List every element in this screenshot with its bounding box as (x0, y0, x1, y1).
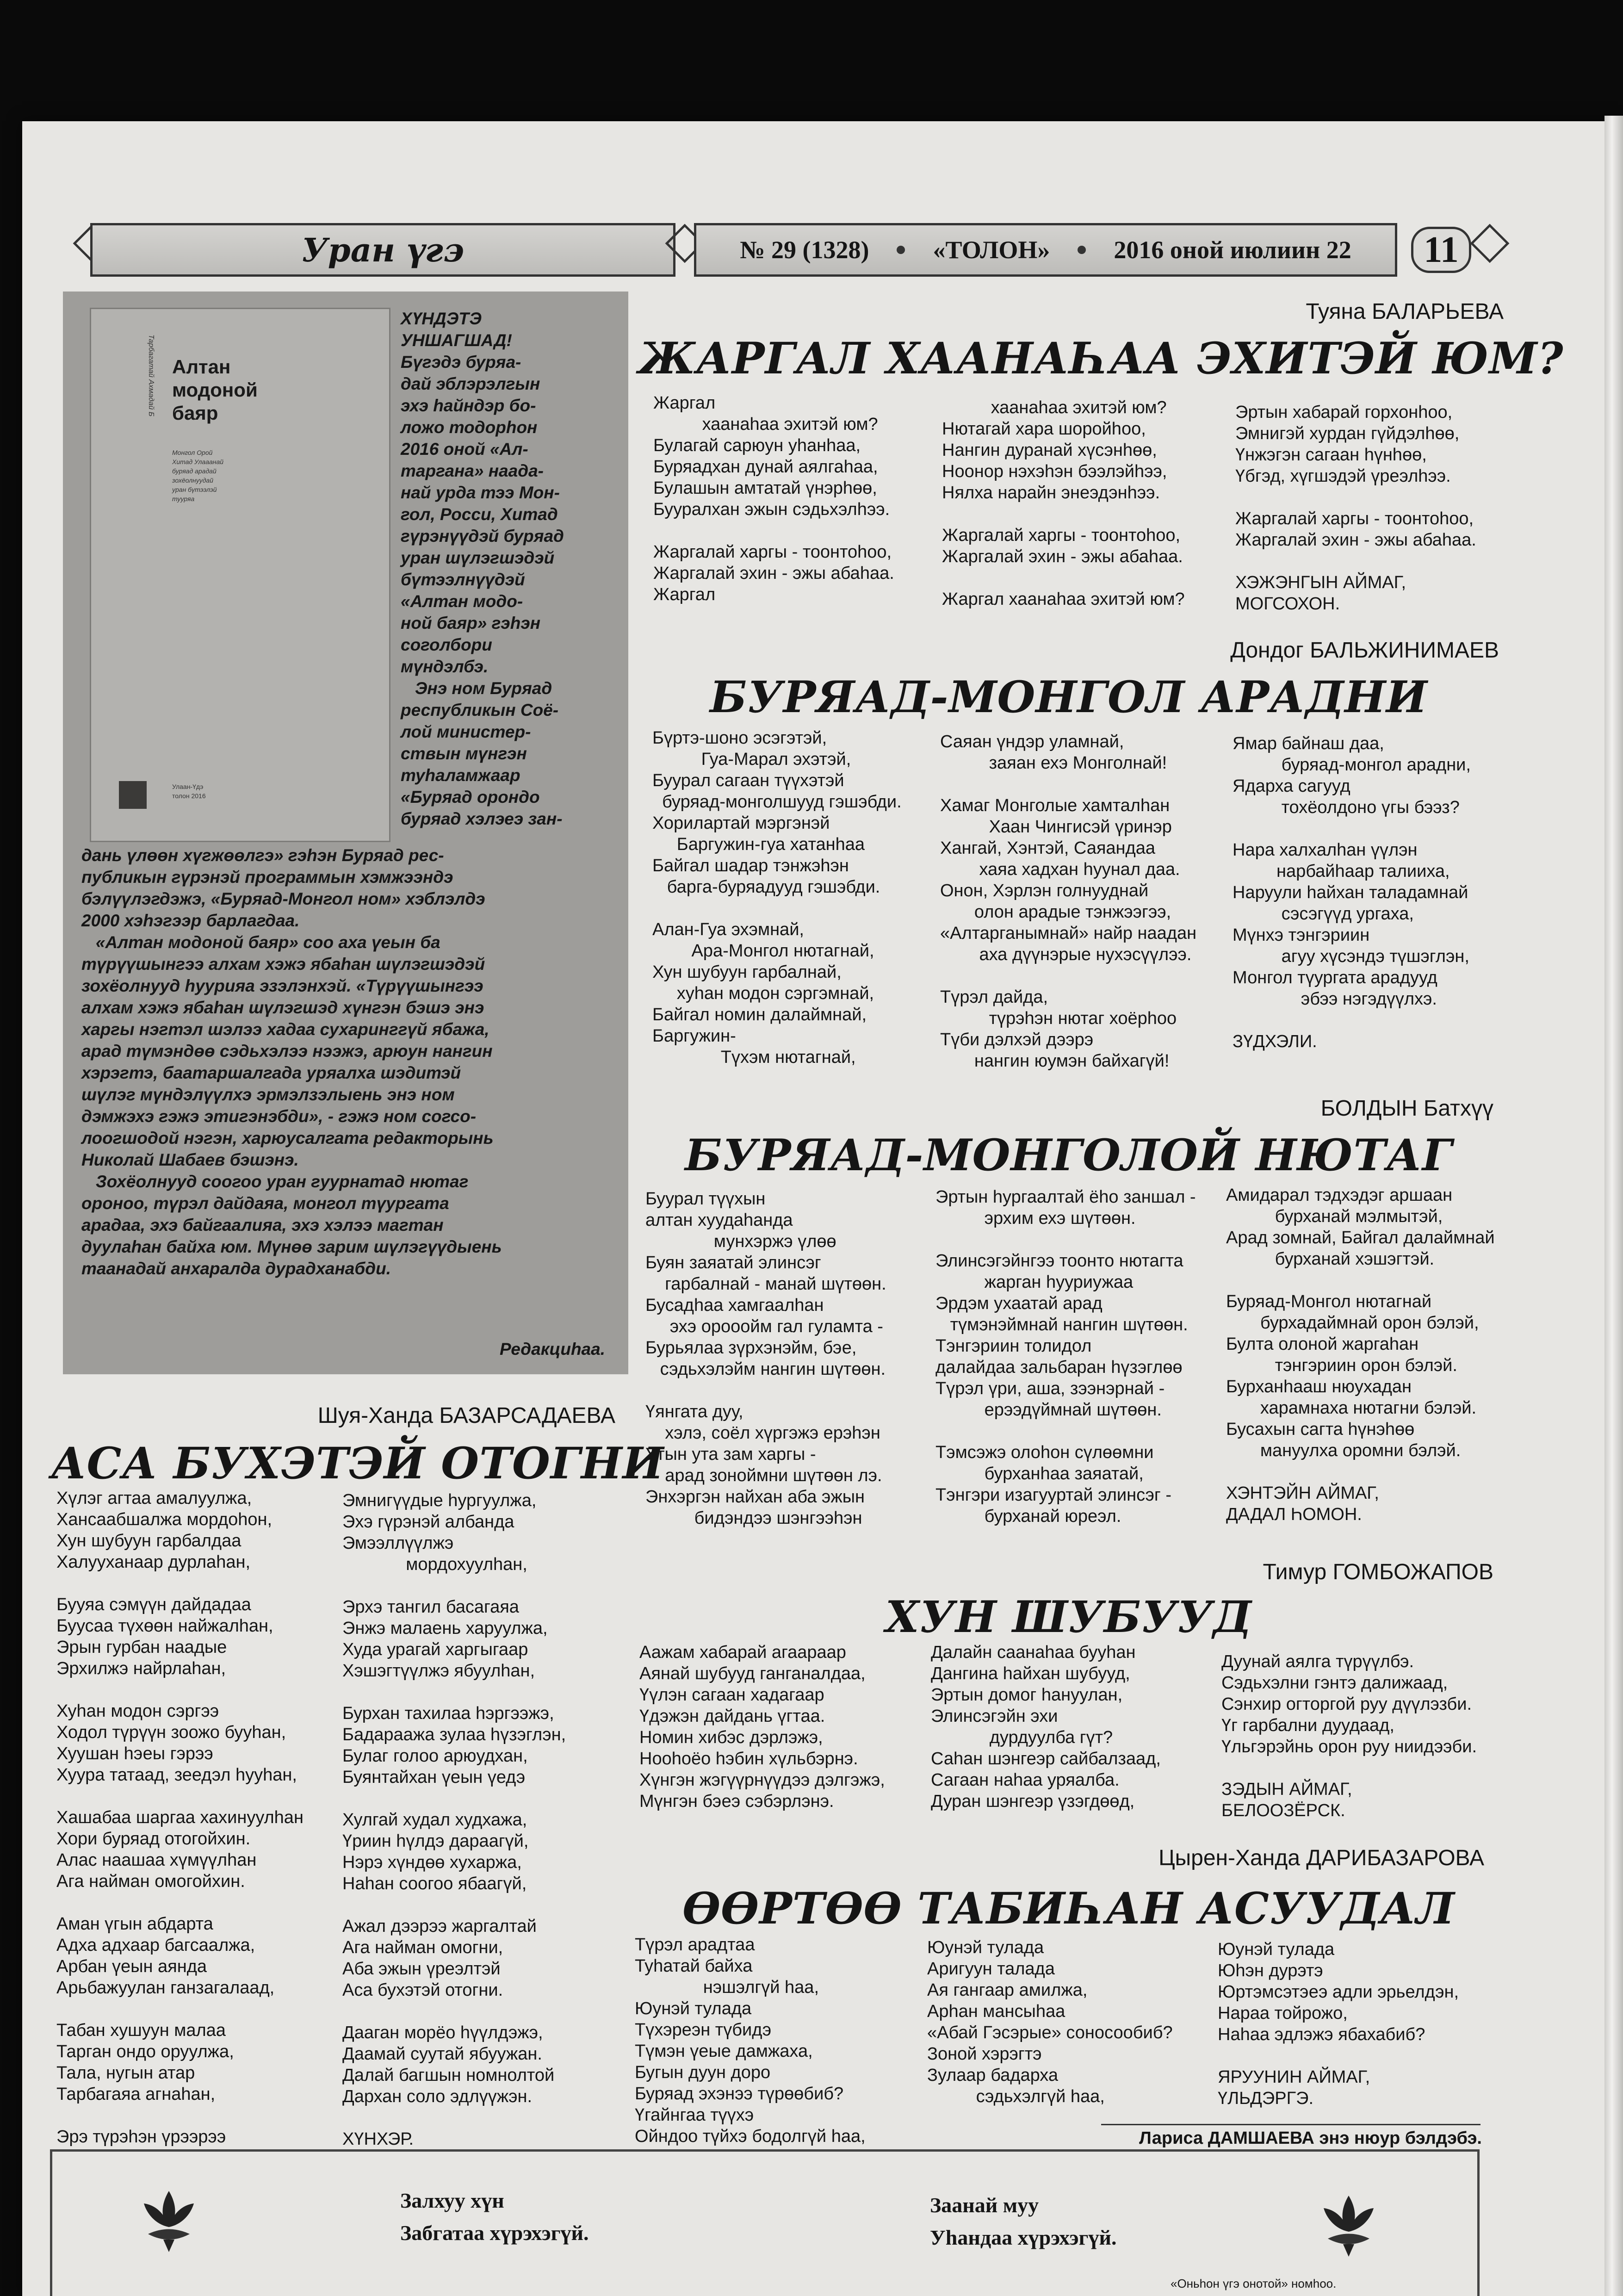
poem3-title: БУРЯАД-МОНГОЛОЙ НЮТАГ (685, 1130, 1453, 1181)
book-cover-subtitle: Монгол Орой Хитад Улааанай буряад арадай зохёолнуудай уран бүтээлэй тууряа (172, 449, 224, 503)
poem6-column1: Түрэл арадтаа Туһатай байха нэшэлгүй һаа, Юунэй тулада Түхэреэн түбидэ Түмэн үеые дамжаха, Бугын дуун доро Буряад эхэнээ түрөөбиб? Үгайнгаа түүхэ Ойндоо түйхэ бодолгүй һаа, (635, 1935, 866, 2146)
issue-header (694, 223, 1397, 277)
section-title: Уран үгэ (301, 230, 465, 269)
proverb-source: «Оньһон үгэ онотой» номһоо. (1171, 2277, 1337, 2290)
poem5-author: Тимур ГОМБОЖАПОВ (1263, 1560, 1493, 1584)
poem1-title: ЖАРГАЛ ХААНАҺАА ЭХИТЭЙ ЮМ? (638, 333, 1564, 384)
poem2-author: Дондог БАЛЬЖИНИМАЕВ (1230, 638, 1499, 663)
credit-rule (1101, 2124, 1481, 2125)
poem2-column3: Ямар байнаш даа, буряад-монгол арадни, Ядарха сагууд тохёолдоно үгы бээз? Нара халхалһан үүлэн нарбайһаар талииха, Наруули һайхан таладамнай сэсэгүүд ургаха, Мүнхэ тэнгэриин агуу хүсэндэ түшэглэн, Монгол түургата арадууд эбээ нэгэдүүлхэ. ЗҮДХЭЛИ. (1233, 734, 1471, 1051)
book-cover (90, 308, 390, 842)
page-credit: Лариса ДАМШАЕВА энэ нюур бэлдэбэ. (1139, 2128, 1482, 2148)
proverb-left-line1: Залхуу хүн (400, 2189, 504, 2212)
separator-dot (897, 246, 905, 254)
poem4-title: АСА БУХЭТЭЙ ОТОГНИ (51, 1438, 664, 1489)
poem2-column2: Саяан үндэр уламнай, заяан ехэ Монголнай! Хамаг Монголые хамталһан Хаан Чингисэй үринэр Хангай, Хэнтэй, Саяандаа хаяа хадхан һуунал даа. Онон, Хэрлэн голнууднай олон арадые тэнжээгээ, «Алтарганымнай» найр наадан аха дүүнэрые нухэсүүлээ. Түрэл дайда, түрэһэн нютаг хоёрһоо Түби дэлхэй дээрэ нангин юумэн байхагүй! (940, 732, 1197, 1071)
editorial-text-bottom: дань үлөөн хүгжөөлгэ» гэһэн Буряад рес- публикын гүрэнэй программын хэмжээндэ бэлүүлэгдэжэ, «Буряад-Монгол ном» хэблэлдэ 2000 хэһэгээр барлагдаа. «Алтан модоной баяр» соо аха үеын ба түрүүшынгээ алхам хэжэ ябаһан шүлэгшэдэй зохёолнууд hуурияа эзэлэнхэй. «Түрүүшынгээ алхам хэжэ ябаһан шүлэгшэд хүнгэн бэшэ энэ харгы нэгтэл шэлээ хадаа сухаринггүй ябажа, арад түмэндөө сэдьхэлээ нээжэ, арюун нангин хэрэгтэ, баатаршалгада уряалха шэдитэй шүлэг мүндэлүүлхэ эрмэлзэлыень энэ ном дэмжэхэ гэжэ этигэнэбди», - гэжэ ном согсо- лоогшодой нэгэн, харюусалгата редакторынь Николай Шабаев бэшэнэ. Зохёолнууд соогоо уран гуурнатад нютаг ороноо, түрэл дайдаяа, монгол түургата арадаа, эхэ байгаалияа, эхэ хэлээ магтан дуулаһан байха юм. Мүнөө зарим шүлэгүүдыень таанадай анхаралда дурадханабди. (81, 846, 502, 1278)
poem1-column1: Жаргал хаанаһаа эхитэй юм? Булагай сарюун уһанһаа, Буряадхан дунай аялгаһаа, Булашын амтатай үнэрһөө, Бууралхан эжын сэдьхэлһээ. Жаргалай харгы - тоонтоһоо, Жаргалай эхин - эжы абаһаа. Жаргал (653, 393, 894, 604)
issue-date: 2016 оной июлиин 22 (1114, 236, 1351, 264)
editorial-box (63, 292, 628, 1374)
poem2-column1: Бүртэ-шоно эсэгэтэй, Гуа-Марал эхэтэй, Буурал сагаан түүхэтэй буряад-монголшууд гэшэбди. Хорилартай мэргэнэй Баргужин-гуа хатанһаа Байгал шадар тэнжэһэн барга-буряадууд гэшэбди. Алан-Гуа эхэмнай, Ара-Монгол нютагнай, Хун шубуун гарбалнай, хуһан модон сэргэмнай, Байгал номин далаймнай, Баргужин- Түхэм нютагнай, (652, 728, 902, 1067)
poem3-column3: Амидарал тэдхэдэг аршаан бурханай мэлмытэй, Арад зомнай, Байгал далаймнай бурханай хэшэгтэй. Буряад-Монгол нютагнай бурхадаймнай орон бэлэй, Булта олоной жаргаһан тэнгэриин орон бэлэй. Бурханһааш нюухадан харамнаха нютагни бэлэй. Бусахын сагта һүнэһөө мануулха оромни бэлэй. ХЭНТЭЙН АЙМАГ, ДАДАЛ ҺОМОН. (1226, 1185, 1495, 1524)
page-edge (1604, 116, 1623, 2296)
editorial-signature: Редакциһаа. (500, 1340, 605, 1359)
proverb-left-line2: Забгатаа хүрэхэгүй. (400, 2221, 589, 2245)
proverb-box (50, 2149, 1480, 2296)
publisher-logo-icon (119, 781, 147, 809)
poem2-title: БУРЯАД-МОНГОЛ АРАДНИ (710, 672, 1428, 723)
poem4-author: Шуя-Ханда БАЗАРСАДАЕВА (317, 1403, 615, 1428)
poem1-column3: Эртын хабарай горхонһоо, Эмнигэй хурдан гүйдэлһөө, Үнжэгэн сагаан һүнһөө, Үбгэд, хүгшэдэй үреэлһээ. Жаргалай харгы - тоонтоһоо, Жаргалай эхин - эжы абаһаа. ХЭЖЭНГЫН АЙМАГ, МОГСОХОН. (1235, 403, 1476, 614)
lotus-icon (134, 2184, 204, 2253)
poem1-author: Туяна БАЛАРЬЕВА (1306, 299, 1504, 324)
lotus-icon (1314, 2189, 1383, 2258)
section-header (90, 223, 675, 277)
issue-number: № 29 (1328) (740, 236, 869, 264)
poem6-author: Цырен-Ханда ДАРИБАЗАРОВА (1158, 1846, 1484, 1870)
poem5-column2: Далайн саанаһаа бууһан Дангина һайхан шубууд, Эртын домог һануулан, Элинсэгэйн эхи дурдуулба гүт? Саһан шэнгеэр сайбалзаад, Сагаан наһаа уряалба. Дуран шэнгеэр үзэгдөөд, (931, 1643, 1161, 1811)
book-cover-title: Алтан модоной баяр (172, 356, 258, 424)
poem5-title: ХУН ШУБУУД (885, 1592, 1252, 1643)
separator-dot (1078, 246, 1086, 254)
poem3-column1: Буурал түүхын алтан хуудаһанда мунхэржэ үлөө Буян заяатай элинсэг гарбалнай - манай шүтөөн. Бусадһаа хамгаалһан эхэ орооойм гал гуламта - Бурьялаа зүрхэнэйм, бэе, сэдьхэлэйм нангин шүтөөн. Үянгата дуу, хэлэ, соёл хүргэжэ ерэһэн Утын ута зам харгы - арад зоноймни шүтөөн лэ. Энхэргэн найхан аба эжын бидэндээ шэнгээһэн (645, 1189, 886, 1528)
poem4-column1: Хүлэг агтаа амалуулжа, Хансаабшалжа мордоһон, Хун шубуун гарбалдаа Халууханаар дурлаһан, Бууяа сэмүүн дайдадаа Буусаа түхөөн найжалһан, Эрын гурбан наадые Эрхилжэ найрлаһан, Хуһан модон сэргээ Ходол түрүүн зоожо бууһан, Хуушан һэеы гэрээ Хуура татаад, зеедэл һууһан, Хашабаа шаргаа хахинуулһан Хори буряад отогойхин. Алас наашаа хүмүүлһан Ага найман омогойхин. Аман үгын абдарта Адха адхаар багсаалжа, Арбан үеын аянда Арьбажуулан ганзагалаад, Табан хушуун малаа Тарган ондо оруулжа, Тала, нугын атар Тарбагаяа агнаһан, Эрэ түрэһэн үрээрээ (56, 1489, 304, 2147)
poem3-author: БОЛДЫН Батхүү (1320, 1096, 1493, 1121)
poem1-column2: хаанаһаа эхитэй юм? Нютагай хара шоройһоо, Нангин дуранай хүсэнһөө, Ноонор нэхэһэн бээлэйһээ, Нялха нарайн энеэдэнһээ. Жаргалай харгы - тоонтоһоо, Жаргалай эхин - эжы абаһаа. Жаргал хаанаһаа эхитэй юм? (942, 398, 1185, 609)
poem6-title: ӨӨРТӨӨ ТАБИҺАН АСУУДАЛ (682, 1883, 1455, 1934)
editorial-text-top: ХҮНДЭТЭ УНШАГШАД! Бүгэдэ буряа- дай эблэрэлгын эхэ һайндэр бо- ложо тодорһон 2016 оной «Ал- таргана» наада- най урда тээ Мон- гол, Росси, Хитад гүрэнүүдэй буряад уран шүлэгшэдэй бүтээлнүүдэй «Алтан модо- ной баяр» гэһэн соголбори мүндэлбэ. Энэ ном Буряад республикын Соё- лой министер- ствын мүнгэн туһаламжаар «Буряад орондо буряад хэлэеэ зан- (401, 309, 564, 828)
page-number: 11 (1411, 227, 1471, 273)
book-cover-side-text: Тарбагатай Ахмадай Б (147, 335, 155, 417)
proverb-right-line2: Уһандаа хүрэхэгүй. (930, 2226, 1117, 2249)
poem3-column2: Эртын һургаалтай ёһо заншал - эрхим ехэ шүтөөн. Элинсэгэйнгээ тоонто нютагта жарган һууриужаа Эрдэм ухаатай арад түмэнэймнай нангин шүтөөн. Тэнгэриин толидол далайдаа зальбаран һүзэглөө Түрэл үри, аша, зээнэрнай - ерээдүймнай шүтөөн. Тэмсэжэ олоһон сүлөөмни бурханһаа заяатай, Тэнгэри изагууртай элинсэг - бурханай юреэл. (935, 1187, 1196, 1526)
poem4-column2: Эмнигүүдые һургуулжа, Эхэ гүрэнэй албанда Эмээллүүлжэ мордохуулһан, Эрхэ тангил басагаяа Энжэ малаень харуулжа, Худа урагай харгыгаар Хэшэгтүүлжэ ябуулһан, Бурхан тахилаа һэргээжэ, Бадараажа зулаа һүзэглэн, Булаг голоо арюудхан, Буянтайхан үеын үедэ Хулгай худал худхажа, Үриин һүлдэ дараагүй, Нэрэ хүндөө хухаржа, Наһан соогоо ябаагүй, Ажал дээрээ жаргалтай Ага найман омогни, Аба эжын үреэлтэй Аса бухэтэй отогни. Дааган морёо һүүлдэжэ, Даамай суутай ябуужан. Далай багшын номнолтой Дархан соло эдлүүжэн. ХҮНХЭР. (342, 1491, 566, 2149)
poem6-column2: Юунэй тулада Аригуун талада Ая гангаар амилжа, Арһан мансыһаа «Абай Гэсэрые» соносообиб? Зоной хэрэгтэ Зулаар бадарха сэдьхэлгүй һаа, (927, 1938, 1173, 2106)
proverb-right-line1: Заанай муу (930, 2193, 1039, 2217)
poem5-column1: Аажам хабарай агаараар Аянай шубууд ганганалдаа, Үүлэн сагаан хадагаар Үдэжэн дайдань үгтаа. Номин хибэс дэрлэжэ, Нооһоёо һэбин хүльбэрнэ. Хүнгэн жэгүүрнүүдээ дэлгэжэ, Мүнгэн бэеэ сэбэрлэнэ. (639, 1643, 885, 1811)
book-cover-publisher: Улаан-Үдэ толон 2016 (172, 783, 206, 800)
poem5-column3: Дуунай аялга түрүүлбэ. Сэдьхэлни гэнтэ далижаад, Сэнхир огторгой руу дүүлэзби. Үг гарбални дуудаад, Үльгэрэйнь орон руу ниидээби. ЗЭДЫН АЙМАГ, БЕЛООЗЁРСК. (1221, 1652, 1477, 1820)
poem6-column3: Юунэй тулада Юһэн дурэтэ Юртэмсэтэеэ адли эрьелдэн, Нараа тойрожо, Наһаа эдлэжэ ябахабиб? ЯРУУНИН АЙМАГ, ҮЛЬДЭРГЭ. (1218, 1940, 1459, 2108)
paper-name: «ТОЛОН» (933, 236, 1050, 264)
